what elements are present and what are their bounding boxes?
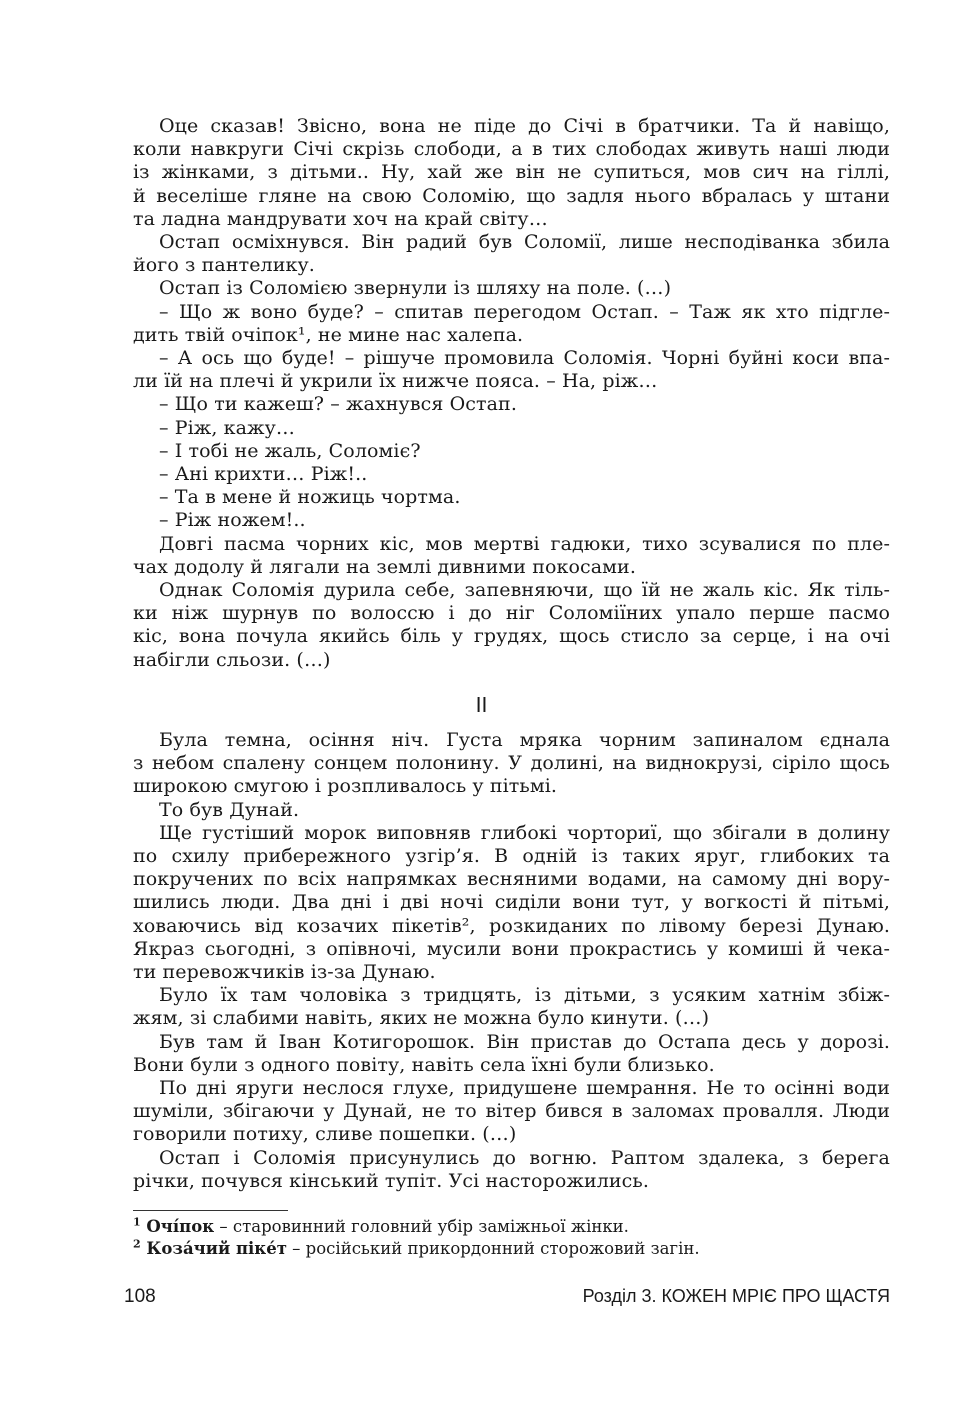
text-line: ки ніж шурнув по волоссю і до ніг Соломіїних упало перше пасмо	[133, 602, 890, 625]
text-line: Було їх там чоловіка з тридцять, із дітьми, з усяким хатнім збіж-	[159, 984, 890, 1007]
text-line: Оце сказав! Звісно, вона не піде до Січі в братчики. Та й навіщо,	[159, 115, 890, 137]
text-line: Якраз сьогодні, з опівночі, мусили вони прокрастись у комиші й чека-	[133, 937, 890, 960]
text-line: по схилу прибережного узгір’я. В одній із таких яруг, глибоких та	[133, 845, 890, 867]
footnote-2-number: 2	[133, 1237, 141, 1251]
text-line: Вони були з одного повіту, навіть села їхні були близько.	[133, 1053, 715, 1076]
text-line: Остап осміхнувся. Він радий був Соломії, лише несподіванка збила	[159, 231, 890, 253]
text-line: ховаючись від козачих пікетів², розкиданих по лівому березі Дунаю.	[133, 914, 890, 937]
text-line: – А ось що буде! – рішуче промовила Соломія. Чорні буйні коси впа-	[159, 347, 890, 369]
text-line: його з пантелику.	[133, 254, 315, 277]
text-line: – Що ж воно буде? – спитав перегодом Остап. – Таж як хто підгле-	[159, 300, 890, 323]
text-line: чах додолу й лягали на землі дивними покосами.	[133, 555, 636, 578]
text-line: річки, почувся кінський тупіт. Усі насторожились.	[133, 1169, 649, 1192]
text-line: широкою смугою і розпливалось у пітьмі.	[133, 775, 558, 798]
footnote-1	[133, 1217, 629, 1237]
footnote-2-term: Коза́чий піке́т	[146, 1239, 287, 1258]
text-line: дить твій очіпок¹, не мине нас халепа.	[133, 323, 524, 346]
text-line: – І тобі не жаль, Соломіє?	[159, 439, 421, 462]
text-line: ти перевожчиків із-за Дунаю.	[133, 961, 436, 983]
text-line: шились люди. Два дні і дві ночі сиділи вони тут, у вогкості й пітьмі,	[133, 891, 890, 914]
text-line: жям, зі слабими навіть, яких не можна було кинути. (…)	[133, 1007, 710, 1030]
text-line: з небом спалену сонцем полонину. У долині, на виднокрузі, сіріло щось	[133, 752, 890, 775]
text-line: Остап із Соломією звернули із шляху на поле. (…)	[159, 277, 672, 300]
text-line: По дні яруги неслося глухе, придушене шемрання. Не то осінні води	[159, 1077, 890, 1099]
text-line: То був Дунай.	[159, 798, 300, 821]
text-line: – Ріж, кажу…	[159, 416, 296, 439]
page-number: 108	[124, 1286, 156, 1307]
text-line: Остап і Соломія присунулись до вогню. Раптом здалека, з берега	[159, 1146, 890, 1169]
text-line: та ладна мандрувати хоч на край світу…	[133, 207, 548, 230]
text-line: шуміли, збігаючи у Дунай, не то вітер бився в заломах провалля. Люди	[133, 1100, 890, 1123]
footnote-1-number: 1	[133, 1215, 141, 1229]
text-line: із жінками, з дітьми.. Ну, хай же він не супиться, мов сич на гіллі,	[133, 161, 890, 184]
text-line: й веселіше гляне на свою Соломію, що задля нього вбралась у штани	[133, 184, 890, 207]
text-line: – Ріж ножем!..	[159, 509, 306, 532]
text-line: Була темна, осіння ніч. Густа мряка чорним запиналом єднала	[159, 729, 890, 751]
footnote-2	[133, 1239, 700, 1259]
footnote-1-term: Очі́пок	[146, 1217, 215, 1236]
text-line: набігли сльози. (…)	[133, 648, 331, 671]
section-heading: II	[475, 693, 488, 717]
text-line: Був там й Іван Котигорошок. Він пристав до Остапа десь у дорозі.	[159, 1030, 890, 1053]
text-line: кіс, вона почула якийсь біль у грудях, щось стисло за серце, і на очі	[133, 625, 890, 648]
footnote-2-text: – російський прикордонний сторожовий загін.	[286, 1239, 700, 1258]
text-line: Ще густіший морок виповняв глибокі чорториї, що збігали в долину	[159, 821, 890, 844]
text-line: ли їй на плечі й укрили їх нижче пояса. – На, ріж…	[133, 370, 658, 393]
footnote-1-text: – старовинний головний убір заміжньої жінки.	[214, 1217, 629, 1236]
text-line: Довгі пасма чорних кіс, мов мертві гадюки, тихо зсувалися по пле-	[159, 532, 890, 555]
footnote-divider	[133, 1210, 288, 1211]
text-line: говорили потиху, сливе пошепки. (…)	[133, 1123, 517, 1146]
text-line: – Що ти кажеш? – жахнувся Остап.	[159, 393, 517, 416]
text-line: Однак Соломія дурила себе, запевняючи, що їй не жаль кіс. Як тіль-	[159, 579, 890, 601]
text-line: – Та в мене й ножиць чортма.	[159, 486, 461, 509]
text-line: – Ані крихти… Ріж!..	[159, 463, 368, 485]
text-line: покручених по всіх напрямках весняними водами, на самому дні вору-	[133, 868, 890, 891]
section-title: Розділ 3. КОЖЕН МРІЄ ПРО ЩАСТЯ	[582, 1286, 890, 1306]
text-line: коли навкруги Січі скрізь слободи, а в тих слободах живуть наші люди	[133, 138, 890, 161]
